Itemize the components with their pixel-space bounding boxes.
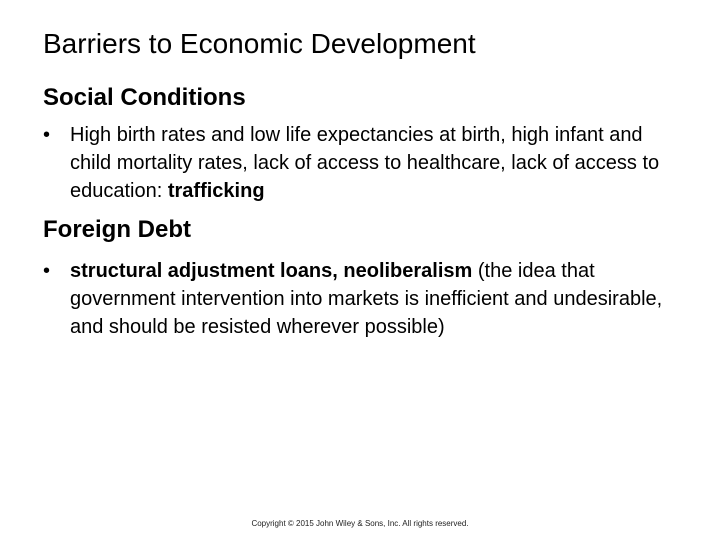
copyright-footer: Copyright © 2015 John Wiley & Sons, Inc. All rights reserved.	[251, 519, 469, 528]
bullet-text-plain: (the idea that government intervention into markets is inefficient and undesirable, and should be resisted wherever possible)	[70, 260, 663, 338]
bullet-foreign-debt	[43, 257, 673, 341]
bullet-text	[70, 121, 673, 205]
section-heading-social-conditions: Social Conditions	[43, 84, 246, 111]
section-heading-foreign-debt: Foreign Debt	[43, 216, 191, 243]
bullet-text-bold: trafficking	[167, 180, 265, 202]
slide-title: Barriers to Economic Development	[43, 28, 476, 59]
bullet-marker: •	[43, 124, 51, 146]
bullet-social-conditions	[43, 121, 673, 205]
bullet-marker: •	[43, 260, 51, 282]
bullet-text-bold: structural adjustment loans, neoliberalism	[70, 260, 473, 282]
bullet-text	[70, 257, 673, 341]
bullet-text-plain: High birth rates and low life expectancies at birth, high infant and child mortality rates, lack of access to healthcare, lack of access to education:	[70, 124, 660, 202]
